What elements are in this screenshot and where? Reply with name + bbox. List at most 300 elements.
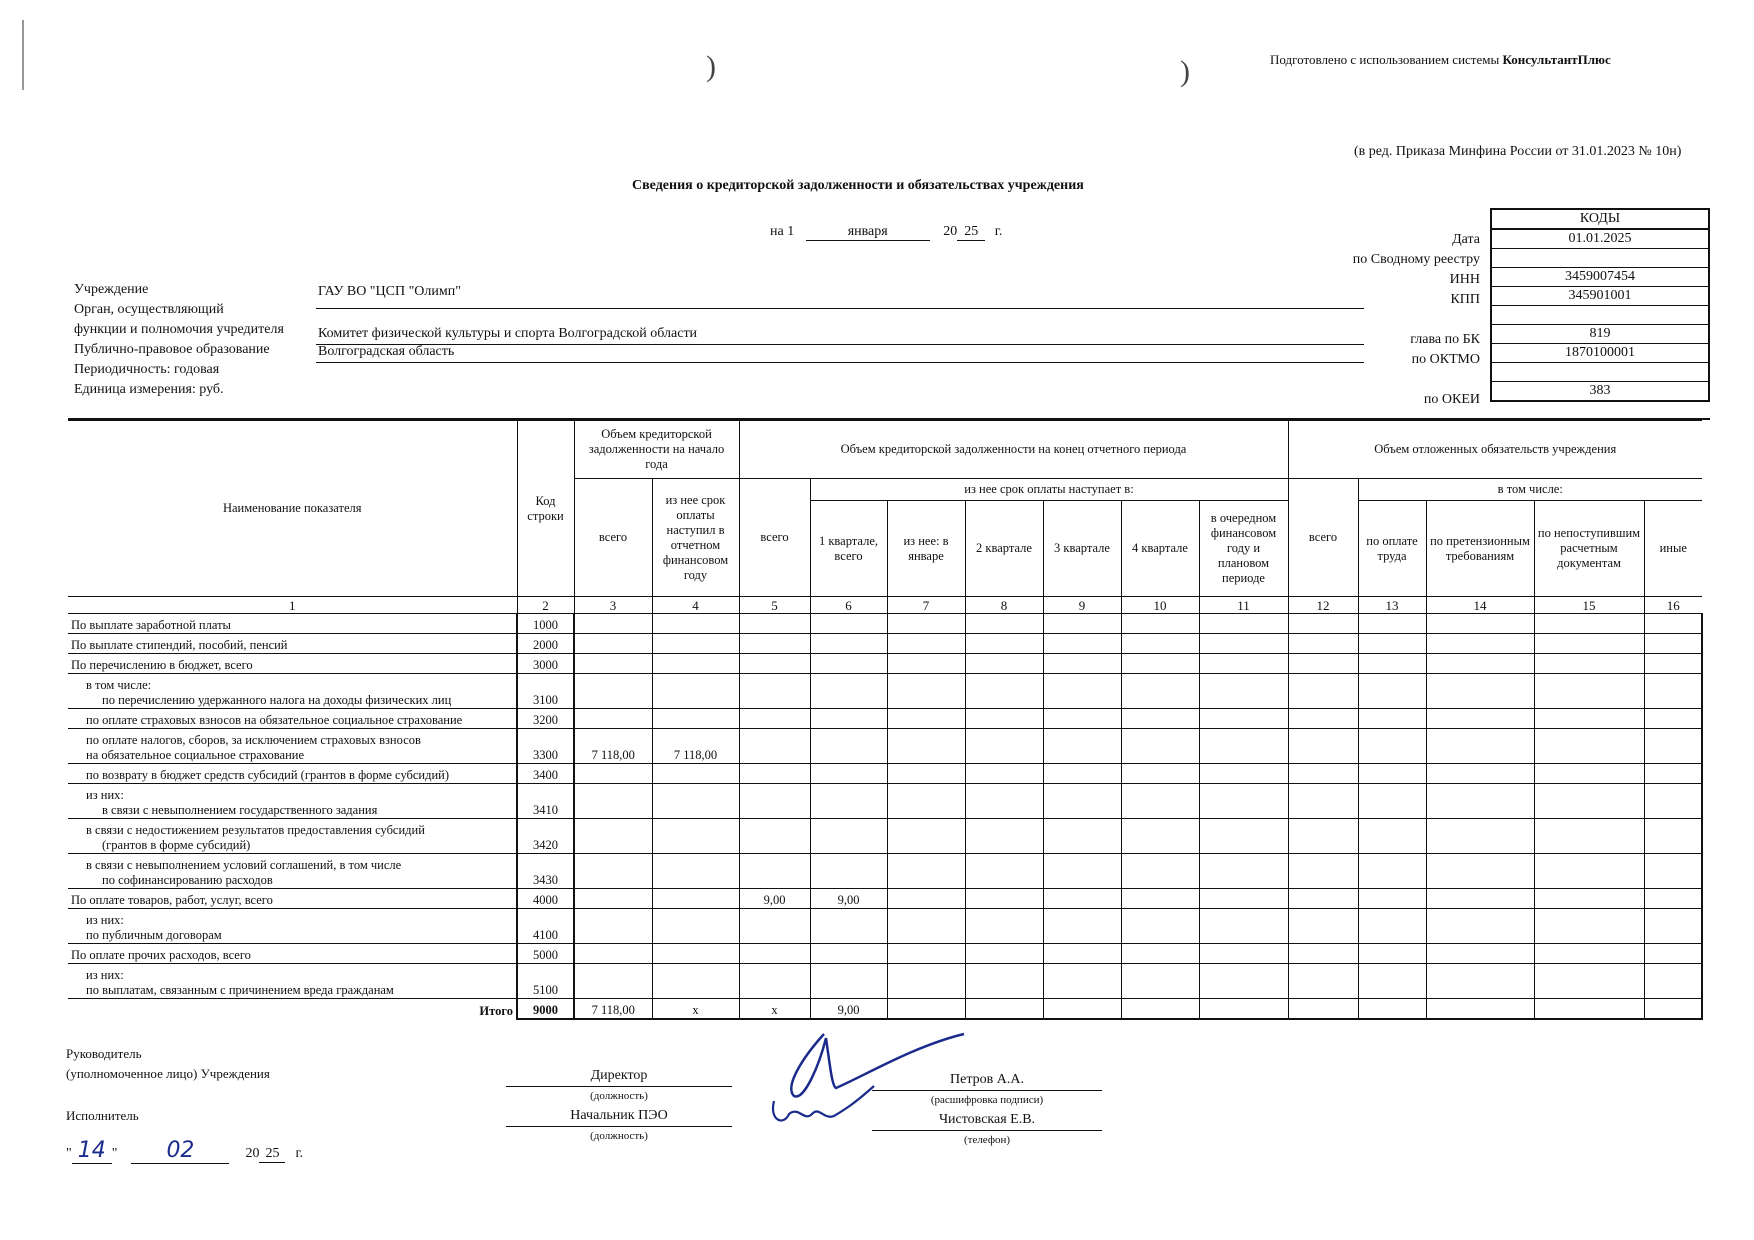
row-value: [1644, 999, 1702, 1020]
row-value: [1288, 729, 1358, 764]
row-value: [1043, 999, 1121, 1020]
row-value: [810, 854, 887, 889]
row-value: [1043, 944, 1121, 964]
row-value: [810, 944, 887, 964]
header-end-of-period: Объем кредиторской задолженности на конец отчетного периода: [739, 421, 1288, 479]
signing-year-prefix: 20: [245, 1146, 260, 1161]
row-value: [1426, 634, 1534, 654]
row-value: [1043, 674, 1121, 709]
row-value: [965, 889, 1043, 909]
header-start-due: из нее срок оплаты наступил в отчетном финансовом году: [652, 479, 739, 597]
row-value: [1644, 944, 1702, 964]
measure-unit: Единица измерения: руб.: [74, 382, 224, 397]
row-name: [68, 909, 517, 944]
row-value: [1121, 634, 1199, 654]
row-value: [1426, 654, 1534, 674]
row-value: [1534, 944, 1644, 964]
row-value: [1534, 729, 1644, 764]
table-row: [68, 709, 1702, 729]
row-value: [1043, 964, 1121, 999]
row-value: [1644, 889, 1702, 909]
edition-note: (в ред. Приказа Минфина России от 31.01.2023 № 10н): [1354, 144, 1682, 159]
row-value: [1288, 674, 1358, 709]
executor-phone-caption: (телефон): [963, 1134, 1011, 1146]
row-value: [1358, 889, 1426, 909]
row-code: 5100: [517, 964, 574, 999]
row-name: [68, 634, 517, 654]
row-value: [574, 654, 652, 674]
row-value: [810, 729, 887, 764]
row-value: [574, 634, 652, 654]
row-value: [810, 634, 887, 654]
row-code: 5000: [517, 944, 574, 964]
founder-body-value: Комитет физической культуры и спорта Волгоградской области: [318, 326, 698, 341]
codes-label: глава по БК: [1410, 332, 1480, 347]
date-year-prefix: 20: [943, 224, 958, 239]
column-number: 10: [1121, 597, 1199, 614]
row-value: 9,00: [810, 999, 887, 1020]
row-value: [1358, 784, 1426, 819]
row-value: [887, 614, 965, 634]
header-q4: 4 квартале: [1121, 501, 1199, 597]
row-value: [965, 819, 1043, 854]
table-row: [68, 999, 1702, 1020]
row-value: [574, 709, 652, 729]
table-row: [68, 614, 1702, 634]
row-value: [1121, 964, 1199, 999]
row-value: [574, 764, 652, 784]
row-value: [1199, 964, 1288, 999]
row-value: [739, 964, 810, 999]
row-value: [1043, 654, 1121, 674]
executor-position-caption: (должность): [590, 1130, 648, 1142]
row-value: 7 118,00: [652, 729, 739, 764]
row-value: [652, 889, 739, 909]
row-value: [1534, 909, 1644, 944]
row-value: [1199, 654, 1288, 674]
row-value: [739, 819, 810, 854]
row-value: [887, 964, 965, 999]
column-number: 11: [1199, 597, 1288, 614]
row-value: [1358, 854, 1426, 889]
row-value: [965, 729, 1043, 764]
scan-bracket-mark: ): [706, 50, 716, 83]
header-other: иные: [1644, 501, 1702, 597]
codes-labels: [1300, 230, 1480, 410]
row-name: [68, 709, 517, 729]
row-value: [1288, 889, 1358, 909]
date-prefix: на 1: [770, 224, 795, 239]
signing-year: 25: [259, 1146, 285, 1163]
header-row-code: Код строки: [517, 421, 574, 597]
head-position: Директор: [590, 1068, 648, 1083]
row-code: 1000: [517, 614, 574, 634]
table-row: [68, 764, 1702, 784]
row-value: [1199, 784, 1288, 819]
row-value: [739, 729, 810, 764]
public-entity-label: Публично-правовое образование: [74, 342, 270, 357]
page-title: Сведения о кредиторской задолженности и обязательствах учреждения: [632, 178, 1084, 193]
prepared-by-brand: КонсультантПлюс: [1502, 52, 1611, 67]
row-value: [652, 654, 739, 674]
row-value: [887, 709, 965, 729]
header-deferred-including: в том числе:: [1358, 479, 1702, 501]
row-value: [574, 889, 652, 909]
public-entity-value: Волгоградская область: [318, 344, 455, 359]
row-value: [965, 909, 1043, 944]
row-value: [1121, 819, 1199, 854]
code-empty: [1491, 363, 1709, 382]
row-name-line: (грантов в форме субсидий): [102, 838, 251, 852]
codes-label: по Сводному реестру: [1352, 252, 1480, 267]
head-name-line: [872, 1090, 1102, 1091]
row-value: [1043, 854, 1121, 889]
row-value: [1199, 944, 1288, 964]
row-value: [1644, 614, 1702, 634]
header-january: из нее: в январе: [887, 501, 965, 597]
row-value: [1534, 634, 1644, 654]
row-value: [1288, 909, 1358, 944]
row-code: 3410: [517, 784, 574, 819]
table-row: [68, 634, 1702, 654]
code-date: 01.01.2025: [1491, 229, 1709, 249]
row-value: [1358, 654, 1426, 674]
header-missing-docs: по непоступившим расчетным документам: [1534, 501, 1644, 597]
row-value: [1121, 889, 1199, 909]
row-value: [1358, 819, 1426, 854]
header-deferred: Объем отложенных обязательств учреждения: [1288, 421, 1702, 479]
signing-date: " 14 " 02 20 25 г.: [66, 1138, 304, 1163]
row-name: [68, 729, 517, 764]
row-value: [739, 709, 810, 729]
row-value: [887, 634, 965, 654]
codes-box: [1490, 208, 1710, 402]
column-number: 7: [887, 597, 965, 614]
date-suffix: г.: [994, 224, 1003, 239]
row-value: [1288, 819, 1358, 854]
row-value: [1534, 964, 1644, 999]
row-value: [1288, 854, 1358, 889]
row-value: [965, 709, 1043, 729]
row-value: [887, 729, 965, 764]
row-value: 7 118,00: [574, 999, 652, 1020]
table-row: [68, 729, 1702, 764]
header-q3: 3 квартале: [1043, 501, 1121, 597]
row-value: [1199, 634, 1288, 654]
header-wages: по оплате труда: [1358, 501, 1426, 597]
row-value: [1043, 729, 1121, 764]
row-value: 9,00: [810, 889, 887, 909]
row-value: [1288, 964, 1358, 999]
row-value: [1426, 819, 1534, 854]
row-value: [965, 654, 1043, 674]
row-value: [1121, 764, 1199, 784]
row-value: [739, 614, 810, 634]
row-value: [1534, 614, 1644, 634]
row-name: [68, 889, 517, 909]
row-value: [1121, 709, 1199, 729]
row-value: [1199, 854, 1288, 889]
founder-body-label-1: Орган, осуществляющий: [74, 302, 224, 317]
row-value: [574, 784, 652, 819]
row-name-line: по оплате страховых взносов на обязательное социальное страхование: [86, 713, 463, 727]
row-code: 4100: [517, 909, 574, 944]
row-value: [1043, 709, 1121, 729]
row-value: [1288, 944, 1358, 964]
row-value: [1358, 634, 1426, 654]
row-value: [1644, 764, 1702, 784]
row-value: [1426, 909, 1534, 944]
row-value: [574, 964, 652, 999]
row-value: [965, 674, 1043, 709]
row-value: [965, 999, 1043, 1020]
row-value: [887, 764, 965, 784]
prepared-by-text: Подготовлено с использованием системы: [1270, 52, 1503, 67]
row-value: [1534, 819, 1644, 854]
row-value: [887, 999, 965, 1020]
codes-label: КПП: [1450, 292, 1480, 307]
row-name-line: по выплатам, связанным с причинением вреда гражданам: [86, 983, 394, 997]
column-number: 14: [1426, 597, 1534, 614]
row-value: [810, 819, 887, 854]
head-label-2: (уполномоченное лицо) Учреждения: [66, 1066, 270, 1081]
institution-underline: [316, 308, 1364, 309]
header-next-year: в очередном финансовом году и плановом периоде: [1199, 501, 1288, 597]
codes-label: Дата: [1452, 232, 1480, 247]
row-value: [1121, 854, 1199, 889]
institution-value: ГАУ ВО "ЦСП "Олимп": [318, 284, 461, 299]
row-value: [1426, 999, 1534, 1020]
row-code: 4000: [517, 889, 574, 909]
row-value: [1644, 909, 1702, 944]
date-month: января: [806, 224, 930, 241]
column-number: 13: [1358, 597, 1426, 614]
row-value: [810, 709, 887, 729]
row-value: [739, 784, 810, 819]
column-number: 12: [1288, 597, 1358, 614]
row-code: 2000: [517, 634, 574, 654]
row-value: [652, 764, 739, 784]
row-value: [965, 944, 1043, 964]
row-value: [739, 654, 810, 674]
code-empty: [1491, 306, 1709, 325]
row-value: [810, 674, 887, 709]
head-position-caption: (должность): [590, 1090, 648, 1102]
row-value: [652, 614, 739, 634]
row-value: [965, 634, 1043, 654]
head-name-caption: (расшифровка подписи): [930, 1094, 1044, 1106]
header-end-due: из нее срок оплаты наступает в:: [810, 479, 1288, 501]
column-number: 6: [810, 597, 887, 614]
header-start-of-year: Объем кредиторской задолженности на начало года: [574, 421, 739, 479]
row-value: [810, 909, 887, 944]
row-value: [574, 909, 652, 944]
row-value: [739, 909, 810, 944]
row-value: [1426, 674, 1534, 709]
row-code: 3000: [517, 654, 574, 674]
row-value: [1121, 784, 1199, 819]
column-number: 5: [739, 597, 810, 614]
row-value: x: [739, 999, 810, 1020]
row-value: [1288, 999, 1358, 1020]
row-value: [1644, 784, 1702, 819]
row-value: [1644, 709, 1702, 729]
row-value: [1121, 909, 1199, 944]
row-value: [965, 784, 1043, 819]
column-number: 8: [965, 597, 1043, 614]
table-row: [68, 854, 1702, 889]
row-name: [68, 964, 517, 999]
row-name-line: по возврату в бюджет средств субсидий (грантов в форме субсидий): [86, 768, 450, 782]
row-value: [1288, 784, 1358, 819]
row-value: [887, 909, 965, 944]
row-value: [739, 674, 810, 709]
row-value: [1426, 784, 1534, 819]
row-code: 3300: [517, 729, 574, 764]
row-value: [1426, 729, 1534, 764]
row-code: 3400: [517, 764, 574, 784]
row-value: [652, 909, 739, 944]
row-value: [1426, 854, 1534, 889]
row-value: [1358, 709, 1426, 729]
row-value: [1199, 674, 1288, 709]
row-value: [1426, 964, 1534, 999]
row-name-line: По оплате товаров, работ, услуг, всего: [71, 893, 273, 907]
row-value: [1199, 999, 1288, 1020]
row-name-line: по перечислению удержанного налога на доходы физических лиц: [102, 693, 452, 707]
row-name-line: По перечислению в бюджет, всего: [71, 658, 253, 672]
row-value: [1121, 654, 1199, 674]
row-value: [810, 614, 887, 634]
row-value: [652, 854, 739, 889]
row-value: [810, 964, 887, 999]
row-code: 3100: [517, 674, 574, 709]
row-value: [965, 854, 1043, 889]
row-value: [1644, 964, 1702, 999]
row-value: [887, 674, 965, 709]
row-value: [1199, 819, 1288, 854]
founder-body-underline: [316, 344, 1364, 345]
row-value: [1534, 889, 1644, 909]
row-value: [739, 944, 810, 964]
row-value: [1288, 654, 1358, 674]
row-code: 3430: [517, 854, 574, 889]
row-value: [1199, 764, 1288, 784]
row-value: [887, 944, 965, 964]
row-value: [1534, 764, 1644, 784]
row-value: [1043, 764, 1121, 784]
row-value: [1534, 854, 1644, 889]
code-budget-chapter: 819: [1491, 325, 1709, 344]
row-value: [1358, 999, 1426, 1020]
executor-position: Начальник ПЭО: [570, 1108, 668, 1123]
periodicity: Периодичность: годовая: [74, 362, 220, 377]
row-value: [1644, 854, 1702, 889]
code-inn: 3459007454: [1491, 268, 1709, 287]
row-value: [1043, 889, 1121, 909]
row-name-line: Итого: [479, 1004, 513, 1018]
row-code: 3420: [517, 819, 574, 854]
codes-title: КОДЫ: [1491, 209, 1709, 229]
row-value: [887, 854, 965, 889]
row-value: [1043, 819, 1121, 854]
column-number: 9: [1043, 597, 1121, 614]
row-value: [1199, 709, 1288, 729]
row-value: [1121, 614, 1199, 634]
row-name-line: по оплате налогов, сборов, за исключением страховых взносов: [86, 733, 421, 747]
column-number-row: [68, 597, 1702, 614]
row-value: [1644, 674, 1702, 709]
codes-label: [1300, 310, 1480, 330]
row-value: [1358, 729, 1426, 764]
executor-position-line: [506, 1126, 732, 1127]
row-value: [1199, 614, 1288, 634]
scan-bracket-mark: ): [1180, 55, 1190, 88]
row-value: [1199, 729, 1288, 764]
row-value: [887, 654, 965, 674]
codes-label: ИНН: [1449, 272, 1480, 287]
row-value: [652, 709, 739, 729]
row-value: [1043, 784, 1121, 819]
row-name: [68, 999, 517, 1020]
row-value: [652, 634, 739, 654]
row-value: [1358, 674, 1426, 709]
row-value: [739, 764, 810, 784]
row-value: [1043, 634, 1121, 654]
head-position-line: [506, 1086, 732, 1087]
row-value: [810, 654, 887, 674]
row-value: [1534, 709, 1644, 729]
row-value: [1288, 614, 1358, 634]
row-value: [1426, 944, 1534, 964]
code-okei: 383: [1491, 382, 1709, 402]
row-name-line: По оплате прочих расходов, всего: [71, 948, 251, 962]
row-name: [68, 674, 517, 709]
row-value: x: [652, 999, 739, 1020]
row-value: [965, 964, 1043, 999]
row-value: [739, 634, 810, 654]
row-name-line: По выплате стипендий, пособий, пенсий: [71, 638, 288, 652]
row-value: [1358, 964, 1426, 999]
row-value: [1121, 999, 1199, 1020]
column-number: 1: [68, 597, 517, 614]
table-row: [68, 889, 1702, 909]
codes-label: по ОКЕИ: [1423, 392, 1480, 407]
row-code: 3200: [517, 709, 574, 729]
row-value: [574, 614, 652, 634]
row-value: [1644, 819, 1702, 854]
row-value: [1199, 909, 1288, 944]
executor-name: Чистовская Е.В.: [938, 1112, 1036, 1127]
row-name: [68, 854, 517, 889]
row-value: [810, 764, 887, 784]
codes-label: по ОКТМО: [1411, 352, 1480, 367]
header-end-total: всего: [739, 479, 810, 597]
row-value: [574, 674, 652, 709]
row-name-line: из них:: [86, 788, 124, 802]
header-deferred-total: всего: [1288, 479, 1358, 597]
report-date: [770, 224, 1002, 241]
table-row: [68, 819, 1702, 854]
row-value: [1534, 674, 1644, 709]
row-name-line: из них:: [86, 913, 124, 927]
row-value: [652, 819, 739, 854]
row-name-line: по софинансированию расходов: [102, 873, 273, 887]
row-name: [68, 819, 517, 854]
row-name-line: в связи с невыполнением государственного задания: [102, 803, 378, 817]
row-value: [1534, 999, 1644, 1020]
header-q2: 2 квартале: [965, 501, 1043, 597]
